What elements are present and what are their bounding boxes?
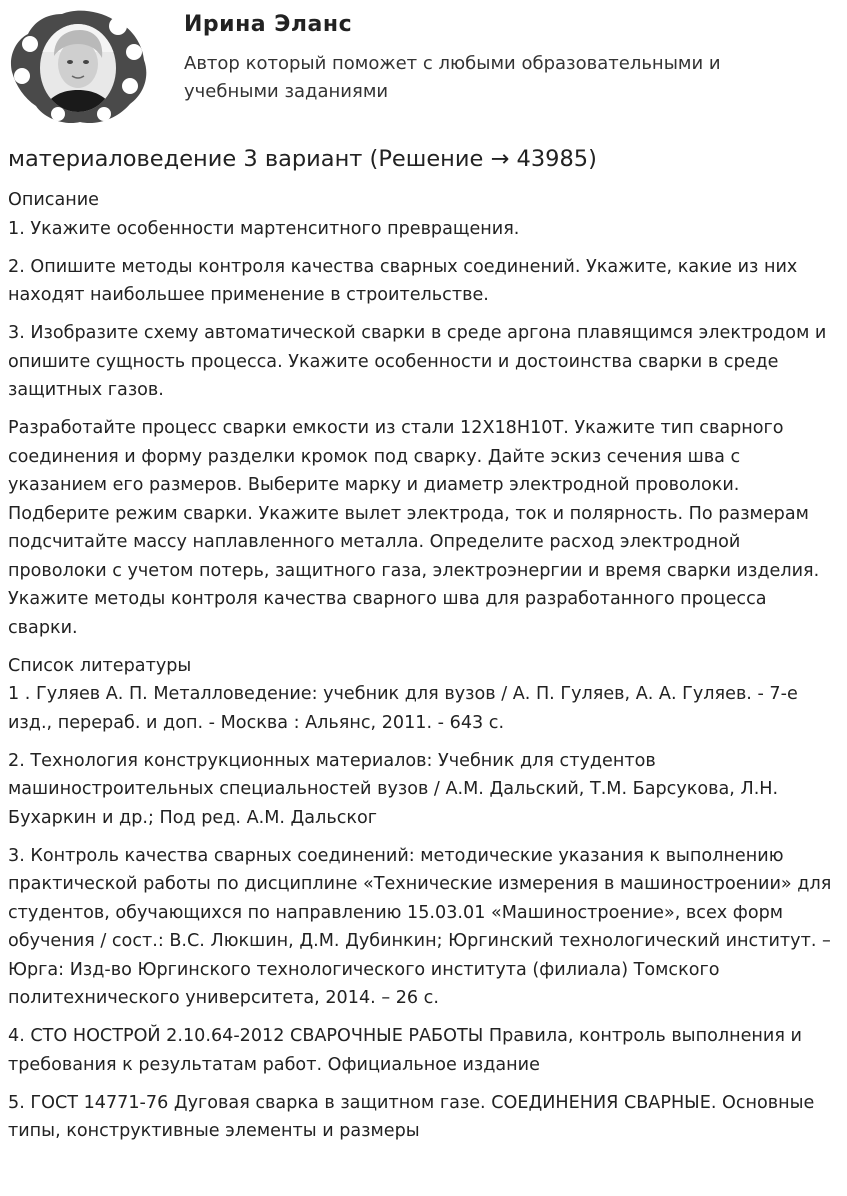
literature-item: 4. СТО НОСТРОЙ 2.10.64-2012 СВАРОЧНЫЕ РАБОТЫ Правила, контроль выполнения и требования к результатам работ. Официальное издание bbox=[8, 1026, 802, 1075]
literature-item: 3. Контроль качества сварных соединений: методические указания к выполнению практической работы по дисциплине «Технические измерения в машиностроении» для студентов, обучающихся по направлению 15.03.01 «Машиностроение», всех форм обучения / сост.: В.С. Люкшин, Д.М. Дубинкин; Юргинский технологический институт. – Юрга: Изд-во Юргинского технологического института (филиала) Томского политехнического университета, 2014. – 26 с. bbox=[8, 845, 832, 1008]
literature-item: 2. Технология конструкционных материалов: Учебник для студентов машиностроительных специальностей вузов / А.М. Дальский, Т.М. Барсукова, Л.Н. Бухаркин и др.; Под ред. А.М. Дальског bbox=[8, 750, 779, 828]
literature-item: 5. ГОСТ 14771-76 Дуговая сварка в защитном газе. СОЕДИНЕНИЯ СВАРНЫЕ. Основные типы, конструктивные элементы и размеры bbox=[8, 1092, 815, 1141]
author-name: Ирина Эланс bbox=[184, 12, 353, 37]
description-item: 3. Изобразите схему автоматической сварки в среде аргона плавящимся электродом и опишите сущность процесса. Укажите особенности и достоинства сварки в среде защитных газов. bbox=[8, 323, 827, 400]
description-label: Описание bbox=[8, 190, 100, 210]
literature-label: Список литературы bbox=[8, 655, 192, 676]
page-title: материаловедение 3 вариант (Решение → 43985) bbox=[8, 146, 597, 172]
description-item: 2. Опишите методы контроля качества сварных соединений. Укажите, какие из них находят наибольшее применение в строительстве. bbox=[8, 256, 798, 305]
description-item: 1. Укажите особенности мартенситного превращения. bbox=[8, 218, 520, 239]
literature-item: 1 . Гуляев А. П. Металловедение: учебник для вузов / А. П. Гуляев, А. А. Гуляев. - 7-е изд., перераб. и доп. - Москва : Альянс, 2011. - 643 с. bbox=[8, 684, 798, 733]
document-body bbox=[8, 186, 840, 1155]
author-avatar bbox=[6, 6, 151, 128]
author-description: Автор который поможет с любыми образовательными и учебными заданиями bbox=[184, 53, 721, 102]
author-header bbox=[0, 0, 847, 135]
description-item: Разработайте процесс сварки емкости из стали 12Х18Н10Т. Укажите тип сварного соединения и форму разделки кромок под сварку. Дайте эскиз сечения шва с указанием его размеров. Выберите марку и диаметр электродной проволоки. Подберите режим сварки. Укажите вылет электрода, ток и полярность. По размерам подсчитайте массу наплавленного металла. Определите расход электродной проволоки с учетом потерь, защитного газа, электроэнергии и время сварки изделия. Укажите методы контроля качества сварного шва для разработанного процесса сварки. bbox=[8, 418, 820, 638]
